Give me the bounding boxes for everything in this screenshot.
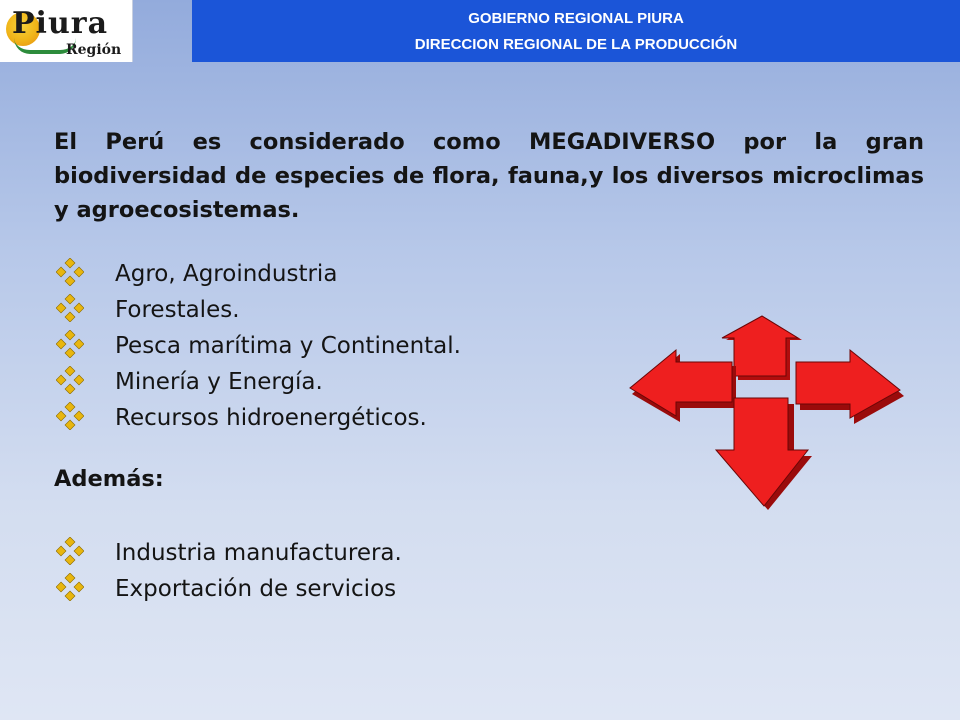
four-direction-arrows-icon: [626, 314, 910, 514]
list-item-label: Forestales.: [115, 297, 240, 323]
arrow-down-face: [716, 398, 808, 506]
list-item-label: Pesca marítima y Continental.: [115, 333, 461, 359]
list-item-label: Industria manufacturera.: [115, 540, 402, 566]
diamond-cluster-icon: [56, 573, 84, 601]
diamond-cluster-icon: [56, 330, 84, 358]
logo-text-region: Región: [66, 42, 122, 58]
list-item-label: Exportación de servicios: [115, 576, 397, 602]
header-title: GOBIERNO REGIONAL PIURA: [468, 10, 684, 27]
diamond-cluster-icon: [56, 258, 84, 286]
diamond-cluster-icon: [56, 537, 84, 565]
header-banner: [192, 0, 960, 62]
ademas-heading: Además:: [54, 466, 164, 492]
piura-region-logo: [0, 0, 133, 62]
list-item-label: Agro, Agroindustria: [115, 261, 338, 287]
logo-text-piura: Piura: [12, 6, 109, 41]
diamond-cluster-icon: [56, 366, 84, 394]
intro-paragraph: El Perú es considerado como MEGADIVERSO por la gran biodiversidad de especies de flora, fauna,y los diversos microclimas y agroecosistemas.: [54, 129, 924, 223]
list-item-label: Recursos hidroenergéticos.: [115, 405, 427, 431]
diamond-cluster-icon: [56, 402, 84, 430]
header-subtitle: DIRECCION REGIONAL DE LA PRODUCCIÓN: [414, 36, 738, 53]
list-item-label: Minería y Energía.: [115, 369, 323, 395]
diamond-cluster-icon: [56, 294, 84, 322]
